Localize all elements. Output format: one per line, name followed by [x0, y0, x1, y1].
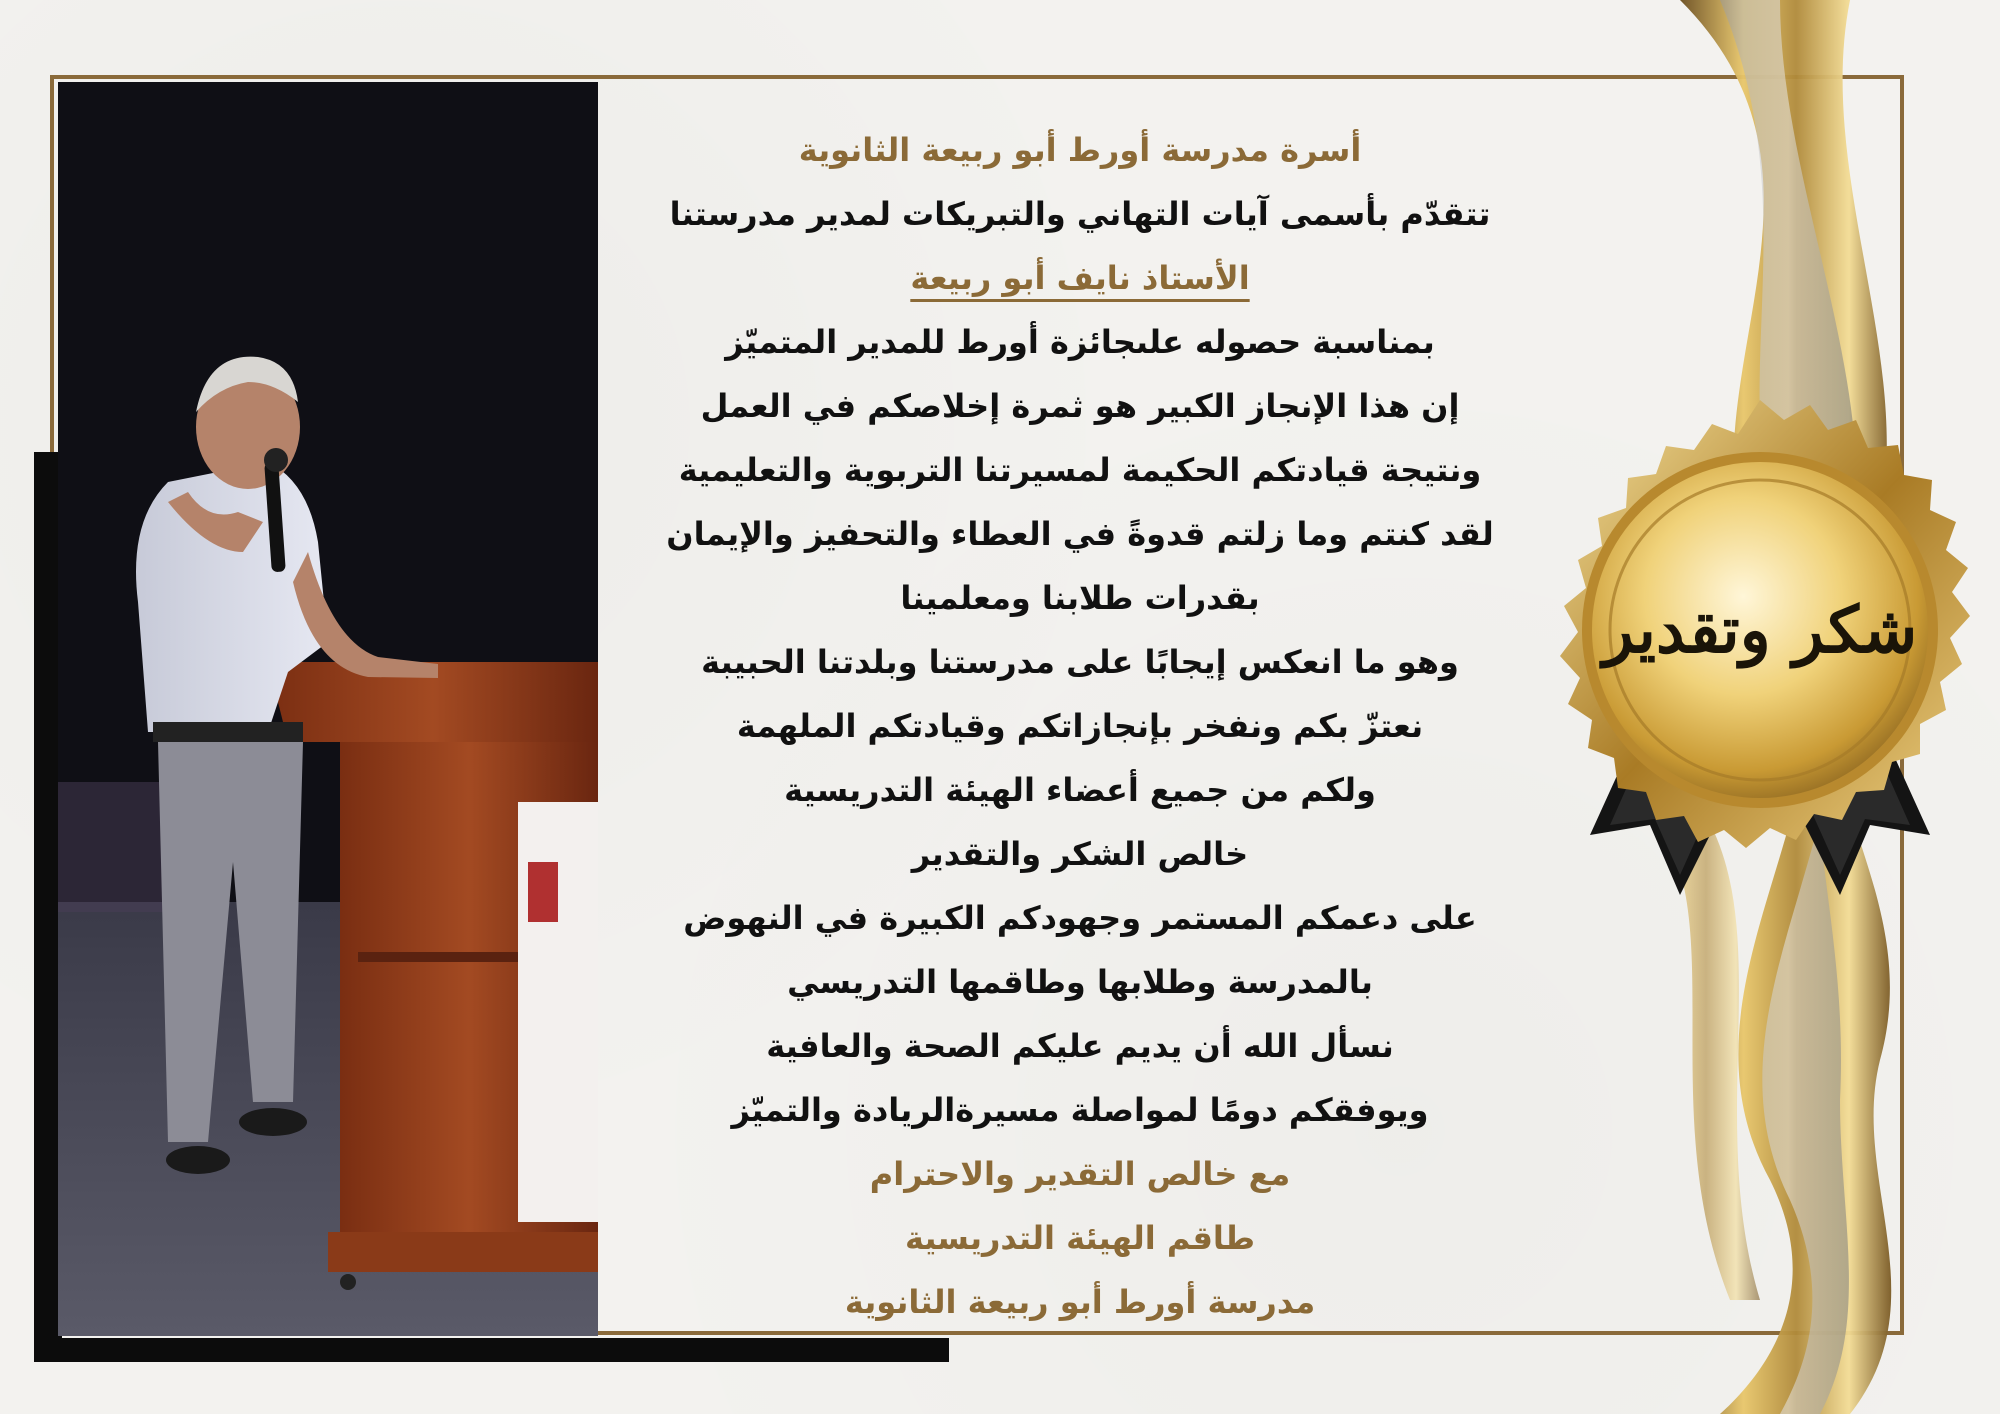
gold-rosette-badge-icon	[1530, 395, 1990, 975]
signature-line: مدرسة أورط أبو ربيعة الثانوية	[844, 1283, 1316, 1321]
message-line: بمناسبة حصوله علىجائزة أورط للمدير المتميّز	[725, 323, 1435, 361]
message-line: إن هذا الإنجاز الكبير هو ثمرة إخلاصكم في العمل	[700, 387, 1460, 425]
message-line: تتقدّم بأسمى آيات التهاني والتبريكات لمدير مدرستنا	[669, 195, 1491, 233]
message-line: خالص الشكر والتقدير	[911, 835, 1249, 873]
message-line: ولكم من جميع أعضاء الهيئة التدريسية	[784, 771, 1376, 809]
speaker-photo-illustration	[58, 82, 598, 1336]
speaker-photo	[58, 82, 598, 1336]
message-line: وهو ما انعكس إيجابًا على مدرستنا وبلدتنا الحبيبة	[701, 643, 1459, 681]
message-line: على دعمكم المستمر وجهودكم الكبيرة في النهوض	[683, 899, 1477, 937]
message-line: نسأل الله أن يديم عليكم الصحة والعافية	[766, 1027, 1394, 1065]
principal-name-line: الأستاذ نايف أبو ربيعة	[910, 259, 1250, 297]
message-line: بالمدرسة وطلابها وطاقمها التدريسي	[787, 963, 1373, 1001]
thanks-medal-badge	[1530, 395, 1990, 975]
congratulation-message	[600, 118, 1560, 1321]
message-line: ونتيجة قيادتكم الحكيمة لمسيرتنا التربوية والتعليمية	[678, 451, 1482, 489]
medal-title-text: شكر وتقدير	[1602, 593, 1918, 668]
message-line: لقد كنتم وما زلتم قدوةً في العطاء والتحفيز والإيمان	[666, 515, 1494, 553]
black-accent-bar-bottom	[34, 1338, 949, 1362]
message-line: ويوفقكم دومًا لمواصلة مسيرةالريادة والتميّز	[731, 1091, 1429, 1129]
school-heading-line: أسرة مدرسة أورط أبو ربيعة الثانوية	[798, 131, 1362, 169]
message-line: بقدرات طلابنا ومعلمينا	[900, 579, 1260, 617]
message-line: نعتزّ بكم ونفخر بإنجازاتكم وقيادتكم الملهمة	[736, 707, 1424, 745]
signature-line: طاقم الهيئة التدريسية	[904, 1219, 1256, 1257]
signature-line: مع خالص التقدير والاحترام	[869, 1155, 1291, 1193]
